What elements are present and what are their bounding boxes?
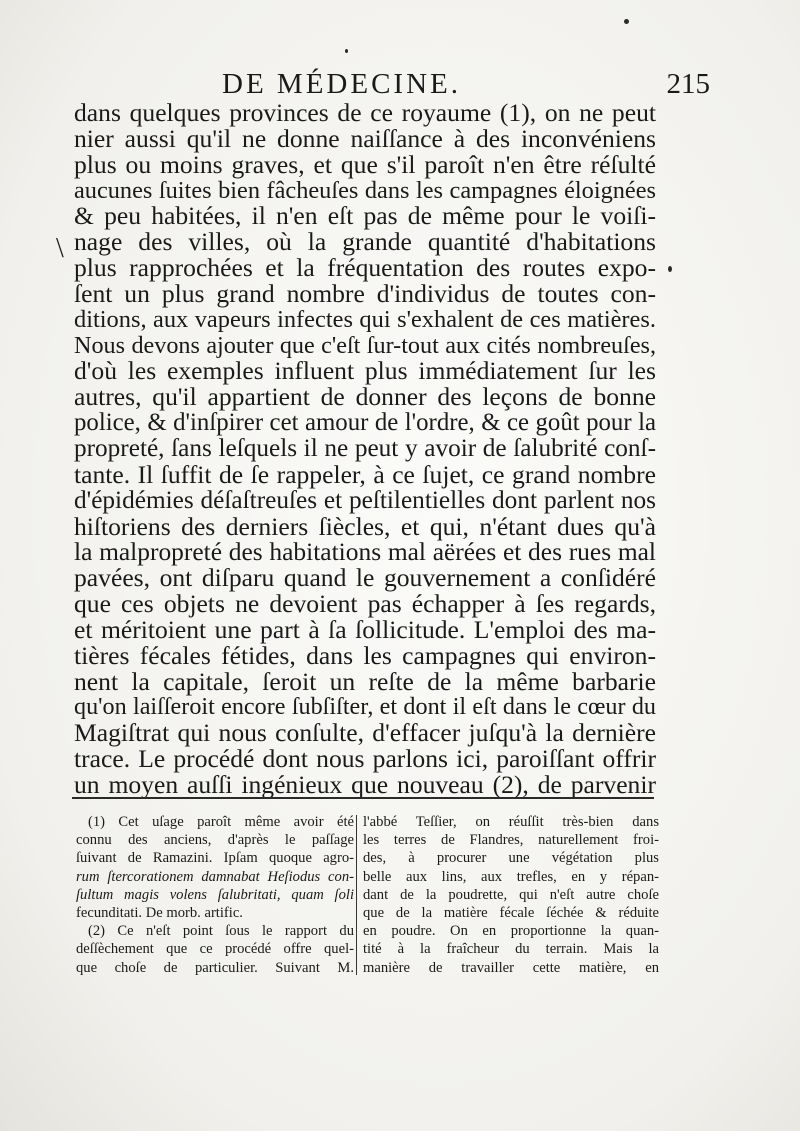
- text-line: police, & d'inſpirer cet amour de l'ordre, & ce goût pour la: [74, 409, 656, 437]
- text-line: pavées, ont diſparu quand le gouvernement a conſidéré: [74, 563, 656, 593]
- footnotes-left-column: [76, 813, 354, 977]
- footnote-line: des, à procurer une végétation plus: [363, 850, 659, 867]
- footnote-line: ſultum magis volens ſalubritati, quam ſoli: [76, 886, 354, 903]
- footnotes: [76, 813, 658, 983]
- text-line: tante. Il ſuffit de ſe rappeler, à ce ſujet, ce grand nombre: [74, 459, 656, 489]
- text-line: d'épidémies déſaſtreuſes et peſtilentielles dont parlent nos: [74, 485, 656, 514]
- text-line: qu'on laiſſeroit encore ſubſiſter, et dont il eſt dans le cœur du: [74, 693, 656, 721]
- footnote-line: connu des anciens, d'après le paſſage: [76, 832, 354, 849]
- footnote-line: manière de travailler cette matière, en: [363, 959, 659, 976]
- ink-speck: [668, 266, 672, 272]
- page-number: 215: [666, 68, 710, 100]
- footnote-line: dant de la poudrette, qui n'eſt autre choſe: [363, 886, 659, 903]
- text-line: ſent un plus grand nombre d'individus de toutes con-: [74, 278, 656, 308]
- footnote-line: (2) Ce n'eſt point ſous le rapport du: [88, 923, 354, 940]
- text-line: Magiſtrat qui nous conſulte, d'effacer juſqu'à la dernière: [74, 718, 656, 748]
- footnote-line: ſuivant de Ramazini. Ipſam quoque agro-: [76, 850, 354, 867]
- footnote-line: belle aux lins, aux trefles, en y répan-: [363, 868, 659, 885]
- text-line: & peu habitées, il n'en eſt pas de même pour le voiſi-: [74, 201, 656, 231]
- footnotes-right-column: [363, 813, 659, 977]
- footnote-line: deſſèchement que ce procédé offre quel-: [76, 941, 354, 958]
- footnote-line: que de la matière fécale ſéchée & réduite: [363, 904, 659, 921]
- footnote-line: que choſe de particulier. Suivant M.: [76, 959, 354, 976]
- text-line: Nous devons ajouter que c'eſt ſur-tout aux cités nombreuſes,: [74, 331, 656, 359]
- text-line: aucunes ſuites bien fâcheuſes dans les campagnes éloignées: [74, 176, 656, 204]
- text-line: trace. Le procédé dont nous parlons ici, paroiſſant offrir: [74, 744, 656, 774]
- text-line: plus rapprochées et la fréquentation des routes expo-: [74, 253, 656, 283]
- footnote-line: fecunditati. De morb. artific.: [76, 904, 243, 921]
- ink-speck: [624, 19, 629, 24]
- text-line: dans quelques provinces de ce royaume (1), on ne peut: [74, 98, 656, 127]
- text-line: autres, qu'il appartient de donner des leçons de bonne: [74, 382, 656, 412]
- ink-speck: [345, 49, 348, 53]
- text-line: ditions, aux vapeurs infectes qui s'exhalent de ces matières.: [74, 305, 656, 333]
- text-line: nent la capitale, ſeroit un reſte de la même barbarie: [74, 666, 656, 696]
- text-line: tières fécales fétides, dans les campagnes qui environ-: [74, 640, 656, 670]
- footnote-line: l'abbé Teſſier, on réuſſit très-bien dans: [363, 814, 659, 830]
- text-line: et méritoient une part à ſa ſollicitude. L'emploi des ma-: [74, 614, 656, 644]
- running-title: DE MÉDECINE.: [222, 68, 461, 100]
- footnote-line: (1) Cet uſage paroît même avoir été: [88, 814, 354, 830]
- text-line: nier aussi qu'il ne donne naiſſance à des inconvéniens: [74, 123, 656, 153]
- text-line: d'où les exemples influent plus immédiatement ſur les: [74, 356, 656, 386]
- text-line: un moyen auſſi ingénieux que nouveau (2), de parvenir: [74, 769, 656, 799]
- text-line: propreté, ſans leſquels il ne peut y avoir de ſalubrité conſ-: [74, 433, 656, 462]
- text-line: que ces objets ne devoient pas échapper à ſes regards,: [74, 589, 656, 619]
- footnote-line: tité à la fraîcheur du terrain. Mais la: [363, 941, 659, 958]
- footnote-line: rum ſtercorationem damnabat Heſiodus con-: [76, 868, 354, 885]
- main-text: [74, 100, 656, 798]
- footnote-line: en poudre. On en proportionne la quan-: [363, 923, 659, 940]
- text-line: hiſtoriens des derniers ſiècles, et qui, n'étant dues qu'à: [74, 511, 656, 541]
- footnote-rule: [72, 797, 654, 799]
- margin-mark: \: [56, 233, 64, 264]
- text-line: nage des villes, où la grande quantité d'habitations: [74, 227, 656, 257]
- footnote-line: les terres de Flandres, naturellement froi-: [363, 832, 659, 849]
- footnote-column-divider: [356, 815, 357, 975]
- text-line: plus ou moins graves, et que s'il paroît n'en être réſulté: [74, 149, 656, 179]
- text-line: la malpropreté des habitations mal aërées et des rues mal: [74, 537, 656, 567]
